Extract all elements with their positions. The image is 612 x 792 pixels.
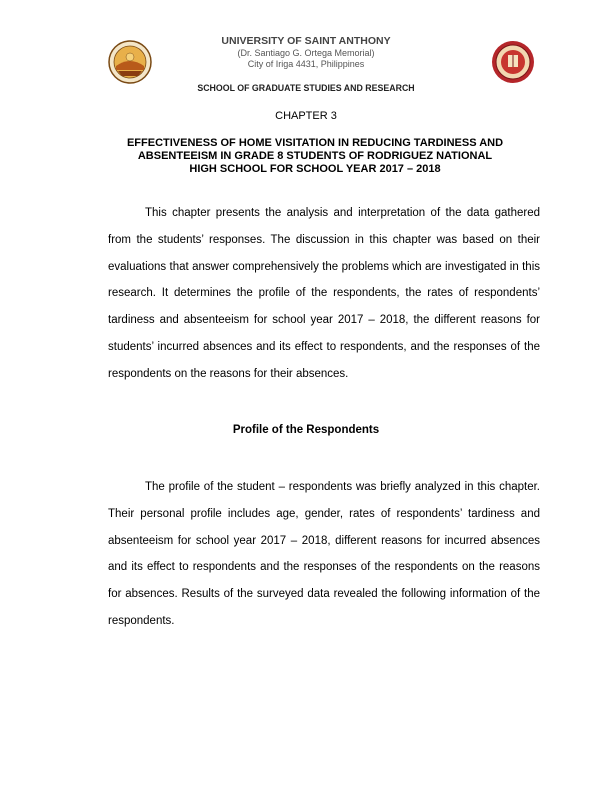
chapter-title [115,137,515,176]
university-name: UNIVERSITY OF SAINT ANTHONY [221,35,391,47]
title-line-1: EFFECTIVENESS OF HOME VISITATION IN REDUCING TARDINESS AND [126,137,504,149]
section-heading: Profile of the Respondents [232,424,380,436]
university-address: City of Iriga 4431, Philippines [247,59,365,69]
title-line-3: HIGH SCHOOL FOR SCHOOL YEAR 2017 – 2018 [189,163,441,175]
title-line-2: ABSENTEEISM IN GRADE 8 STUDENTS OF RODRIGUEZ NATIONAL [137,150,493,162]
intro-paragraph: This chapter presents the analysis and interpretation of the data gathered from the students’ responses. The discussion in this chapter was based on their evaluations that answer comprehensively the problems which are investigated in this research. It determines the profile of the respondents, the rates of respondents’ tardiness and absenteeism for school year 2017 – 2018, the different reasons for students’ incurred absences and its effect to respondents, and the responses of the respondents on the reasons for their absences. [108,207,540,380]
school-name: SCHOOL OF GRADUATE STUDIES AND RESEARCH [197,83,415,93]
university-subtitle: (Dr. Santiago G. Ortega Memorial) [237,48,375,58]
chapter-label: CHAPTER 3 [275,110,337,122]
profile-paragraph: The profile of the student – respondents was briefly analyzed in this chapter. Their personal profile includes age, gender, rates of respondents’ tardiness and absenteeism for school year 2017 – 2018, different reasons for incurred absences and its effect to respondents and the responses of the respondents on the reasons for absences. Results of the surveyed data revealed the following information of the respondents. [108,481,540,627]
